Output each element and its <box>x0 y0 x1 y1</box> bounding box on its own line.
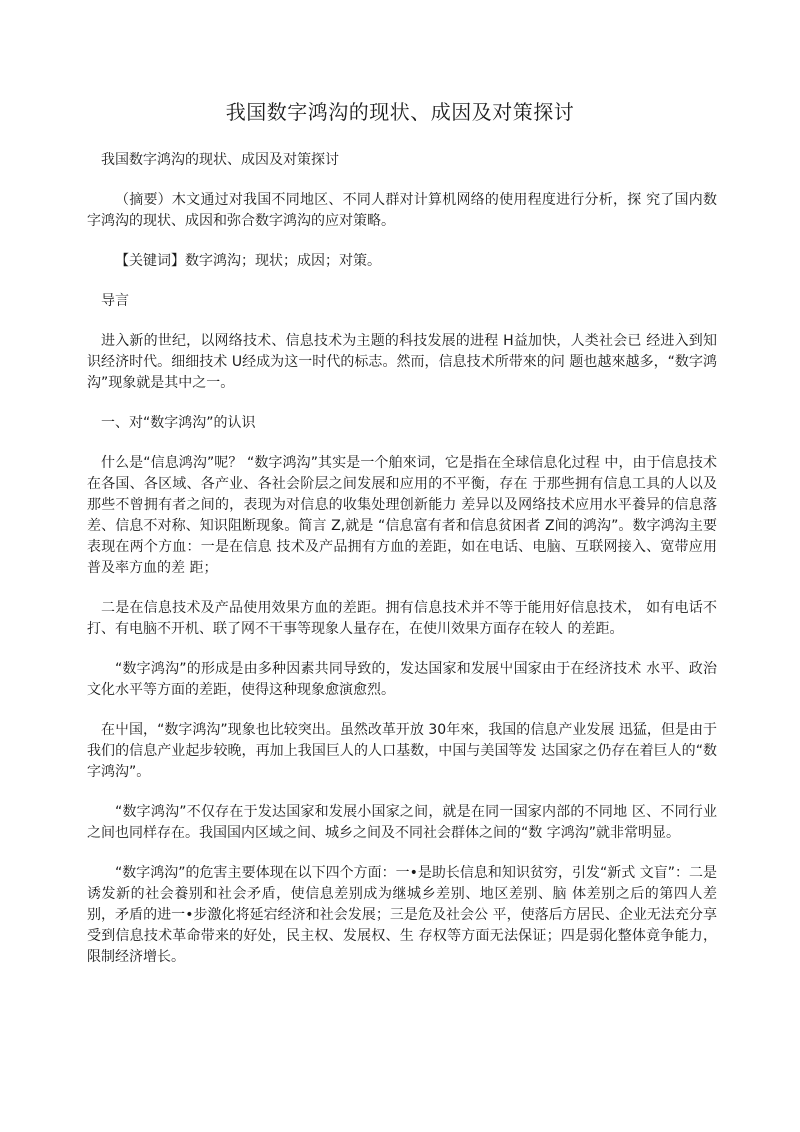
section-heading-1: 一、对“数字鸿沟”的认识 <box>101 415 256 431</box>
subtitle-paragraph: 我国数字鸿沟的现状、成因及对策探讨 <box>101 152 339 168</box>
china-situation-paragraph: 在屮国，“数字鸿沟”现象也比较突出。虽然改革开放 30年來，我国的信息产业发展 迅猛，但是由于我们的信息产业起步较晚，再加上我国巨人的人口基数，中国与美国等发 达国家之仍存在着巨人的“数字鸿沟”。 <box>87 722 717 780</box>
abstract-paragraph: （摘要）木文通过对我国不同地区、不同人群对计算机网络的使用程度进行分析，探 究了国内数字鸿沟的现状、成因和弥合数字鸿沟的应对策略。 <box>87 192 717 229</box>
introduction-paragraph: 进入新的世纪，以网络技术、信息技术为主题的科技发展的进程 H益加快，人类社会已 经进入到知识经济时代。细细技术 U经成为这一时代的标志。然而，信息技术所带來的问 题也越來越多，“数字鸿沟”现象就是其中之一。 <box>87 333 717 391</box>
usage-gap-paragraph: 二是在信息技术及产品使用效果方血的差距。拥有信息技术并不等于能用好信息技术， 如有电话不打、有电脑不开机、联了网不干事等现象人量存在，在使川效果方面存在较人 的差距。 <box>87 600 717 637</box>
causes-paragraph: “数字鸿沟”的形成是由多种因素共同导致的，发达国家和发展屮国家由于在经济技术 水平、政治文化水平等方面的差距，使得这种现象愈演愈烈。 <box>87 661 717 698</box>
document-body <box>87 150 717 987</box>
keywords-paragraph: 【关键词】数字鸿沟；现状；成因；对策。 <box>115 253 381 269</box>
harms-paragraph: “数字鸿沟”的危害主要体现在以下四个方面：一•是助长信息和知识贫穷，引发“新式 文盲”：二是诱发新的社会養别和社会矛盾，使信息差别成为继城乡差别、地区差别、脑 体差别之后的第四人差别，矛盾的进一•步激化将延宕经济和社会发展；三是危及社会公 平，使落后方居民、企业无法充分享受到信息技术革命带来的好处，民主权、发展权、生 存权等方面无法保证；四是弱化整体竟争能力，限制经济增长。 <box>87 865 717 965</box>
introduction-heading: 导言 <box>101 293 129 309</box>
domestic-gap-paragraph: “数字鸿沟”不仅存在于发达国家和发展小国家之间，就是在同一国家内部的不同地 区、不同行业之间也同样存在。我国国内区域之间、城乡之间及不同社会群体之间的“数 字鸿沟”就非常明显。 <box>87 804 717 841</box>
document-title: 我国数字鸿沟的现状、成因及对策探讨 <box>225 100 575 124</box>
definition-paragraph: 什么是“信息鸿沟”呢？ “数字鸿沟”其实是一个舶來词，它是指在全球信息化过程 中，由于信息技术在各国、各区域、各产业、各社会阶层之间发展和应用的不平衡，存在 于那些拥有信息工具的人以及那些不曾拥有者之间的，表现为对信息的收集处理创新能力 差异以及网络技术应用水平養异的信息落差、信息不对称、知识阻断现象。简言 Z,就是 “信息富有者和信息贫困者 Z间的鸿沟”。数字鸿沟主要表现在两个方血：一是在信息 技术及产品拥有方血的差距，如在电话、电脑、互联网接入、宽带应用普及率方血的差 距； <box>87 455 717 576</box>
